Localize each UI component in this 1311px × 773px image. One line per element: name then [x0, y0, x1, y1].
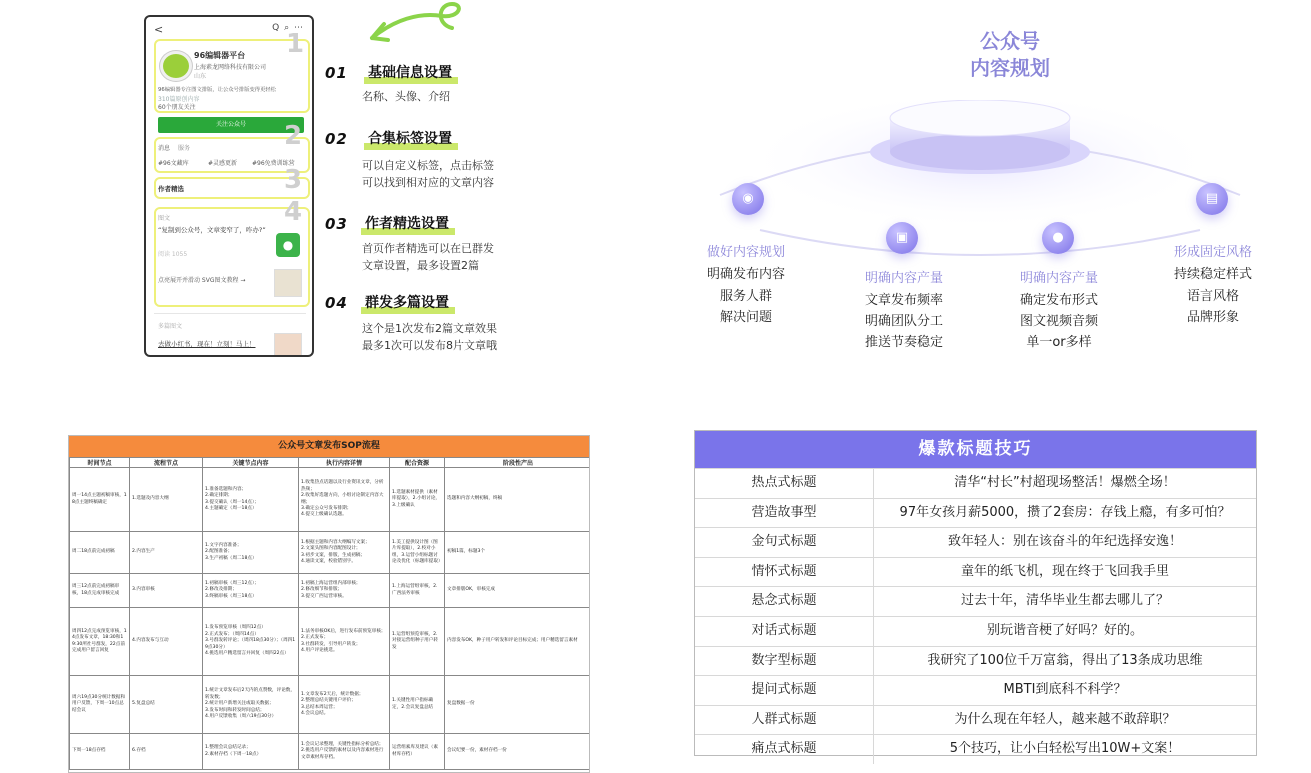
- lightbulb-icon: ◉: [732, 183, 764, 215]
- highlight-number-2: 2: [284, 121, 303, 151]
- technique-name: 数字型标题: [695, 647, 874, 676]
- sop-col-header: 阶段性产出: [445, 458, 591, 468]
- table-cell: 2.内容生产: [130, 532, 203, 574]
- table-cell: 周一14点主题初稿审核，18点主题终稿确定: [70, 468, 130, 532]
- planning-col-2-line-1: 文章发布频率: [864, 293, 943, 308]
- planning-title-line-2: 内容规划: [970, 56, 1050, 80]
- friends-follow: 60个朋友关注: [158, 104, 196, 111]
- tab-messages[interactable]: 消息: [158, 145, 171, 152]
- table-cell: 1.统计文章发布后2天内的点赞数，评论数，转发数； 2.统计用户新增关注或取关数据； 3.发布时间和转发时间总结； 4.用户反馈收集（周六19点30分）: [203, 676, 299, 734]
- title-techniques-card: [694, 430, 1257, 756]
- divider: [154, 313, 306, 314]
- technique-name: 热点式标题: [695, 469, 874, 498]
- highlight-number-3: 3: [284, 165, 303, 195]
- step-2-title: 合集标签设置: [368, 128, 452, 148]
- technique-name: 对话式标题: [695, 617, 874, 646]
- table-cell: 1.准备选题和内容； 2.确定排期； 3.提交确认（周一14点）； 4.主题确定（周一18点）: [203, 468, 299, 532]
- table-cell: 1.关键性用户指标确定，2.会议复盘总结: [390, 676, 445, 734]
- bottom-thumbnail: [274, 333, 302, 357]
- step-4-line-2: 最多1次可以发布8片文章哦: [362, 339, 497, 352]
- title-techniques-rows: [695, 468, 1256, 764]
- table-cell: 1.初稿上海运营组内部审核； 2.修改细节和排版； 3.提交广西运营审核。: [299, 574, 390, 608]
- table-cell: 文章排版OK，审核完成: [445, 574, 591, 608]
- step-4-title: 群发多篇设置: [365, 292, 449, 312]
- document-icon: ▤: [1196, 183, 1228, 215]
- table-cell: 1.发布预览审核（周四12点） 2.正式发布；（周四14点） 3.号群发转评论；（周四18点30分）；（周四19点30分） 4.挑选用户精选留言并回复（周四22点）: [203, 608, 299, 676]
- sop-col-header: 关键节点内容: [203, 458, 299, 468]
- table-row: [695, 586, 1256, 616]
- sop-header-row: [70, 458, 591, 468]
- sop-col-header: 时间节点: [70, 458, 130, 468]
- table-cell: 会议纪要一份，素材存档一份: [445, 734, 591, 770]
- table-cell: 5.复盘总结: [130, 676, 203, 734]
- table-cell: 周二18点前完成初稿: [70, 532, 130, 574]
- technique-example: 别玩谐音梗了好吗？好的。: [986, 622, 1143, 638]
- table-cell: 选题和内容大纲初稿，终稿: [445, 468, 591, 532]
- step-1-number: 01: [325, 64, 348, 82]
- table-cell: 运营组素库及建议（素材库存档）: [390, 734, 445, 770]
- follow-button[interactable]: 关注公众号: [158, 117, 304, 133]
- table-cell: 4.内容发布与互动: [130, 608, 203, 676]
- table-cell: 1.会议记录整理，关键性指标分析总结； 2.挑选用户反馈的素材以及内容素材进行文章素材库存档。: [299, 734, 390, 770]
- table-cell: 下周一18点存档: [70, 734, 130, 770]
- step-2-line-1: 可以自定义标签，点击标签: [362, 159, 494, 172]
- sop-body: [70, 468, 591, 770]
- table-row: [695, 527, 1256, 557]
- users-icon: ●: [1042, 222, 1074, 254]
- table-row: [695, 616, 1256, 646]
- sop-table-card: [68, 435, 590, 773]
- multi-article-label: 多篇图文: [158, 323, 183, 330]
- account-region: 山东: [194, 73, 207, 80]
- planning-platform: [700, 100, 1260, 260]
- planning-col-2-head: 明确内容产量: [864, 271, 943, 286]
- table-cell: 1.选题及内容大纲: [130, 468, 203, 532]
- step-3-line-1: 首页作者精选可以在已群发: [362, 242, 494, 255]
- account-company: 上海素龙网络科技有限公司: [194, 64, 267, 71]
- planning-col-1-line-1: 明确发布内容: [706, 267, 785, 282]
- step-2-number: 02: [325, 130, 348, 148]
- toolbar-icons[interactable]: Q ⌕ ⋯: [272, 23, 304, 33]
- technique-name: 营造故事型: [695, 499, 874, 528]
- planning-col-4-line-1: 持续稳定样式: [1173, 267, 1252, 282]
- technique-example: 过去十年，清华毕业生都去哪儿了？: [960, 593, 1169, 609]
- technique-example: 清华“村长”村超现场整活！爆燃全场！: [954, 475, 1176, 490]
- table-cell: 1.文字内容准备； 2.配图准备； 3.生产初稿（周二18点）: [203, 532, 299, 574]
- green-arrow-icon: [364, 0, 474, 46]
- table-row: [70, 468, 591, 532]
- sop-col-header: 配合资源: [390, 458, 445, 468]
- step-4-line-1: 这个是1次发布2篇文章效果: [362, 322, 497, 335]
- planning-col-3-line-2: 图文视频音频: [1019, 314, 1098, 329]
- step-3-line-2: 文章设置，最多设置2篇: [362, 259, 479, 272]
- post-2[interactable]: 点亮展开并滑动 SVG图文教程 →: [158, 277, 246, 284]
- table-cell: 1.运营组预览审核，2.对接运营组种子用户转发: [390, 608, 445, 676]
- technique-example: 致年轻人：别在该奋斗的年纪选择安逸！: [947, 534, 1182, 550]
- table-row: [70, 608, 591, 676]
- wechat-icon: ●: [276, 233, 300, 257]
- feed-label: 图文: [158, 215, 171, 222]
- planning-col-3-line-1: 确定发布形式: [1019, 293, 1098, 308]
- table-cell: 周六19点30分统计数据和用户反馈，下周一10点总结会议: [70, 676, 130, 734]
- table-row: [70, 676, 591, 734]
- highlight-number-4: 4: [284, 197, 303, 227]
- planning-col-2-line-3: 推送节奏稳定: [864, 335, 943, 350]
- table-row: [695, 675, 1256, 705]
- step-1-title: 基础信息设置: [368, 62, 452, 82]
- table-row: [695, 557, 1256, 587]
- technique-name: 提问式标题: [695, 676, 874, 705]
- step-3-title: 作者精选设置: [365, 213, 449, 233]
- step-3-number: 03: [325, 215, 348, 233]
- technique-example: 5个技巧，让小白轻松写出10W+文案！: [949, 741, 1181, 757]
- table-cell: 1.上海运营组审核，2.广西法务审核: [390, 574, 445, 608]
- table-cell: 1.文章发布2天后，统计数据； 2.整理总结关键用户评价； 3.总结本周运营； 4.会议总结。: [299, 676, 390, 734]
- table-cell: 复盘数据一份: [445, 676, 591, 734]
- planning-col-1-head: 做好内容规划: [706, 245, 785, 260]
- technique-name: 金句式标题: [695, 528, 874, 557]
- sop-table: [69, 457, 590, 770]
- technique-name: 人群式标题: [695, 706, 874, 735]
- tab-service[interactable]: 服务: [178, 145, 191, 152]
- clipboard-icon: ▣: [886, 222, 918, 254]
- planning-col-4-head: 形成固定风格: [1173, 245, 1252, 260]
- technique-name: 痛点式标题: [695, 735, 874, 764]
- account-avatar: [160, 51, 192, 81]
- tag-1[interactable]: #96文藏库: [158, 160, 189, 167]
- table-cell: 1.法务审核OK后，进行发布前预览审核； 2.正式发布； 3.社群转发，引导用户转发； 4.用户评论挑选。: [299, 608, 390, 676]
- planning-col-4-line-3: 品牌形象: [1186, 310, 1239, 325]
- planning-col-4-line-2: 语言风格: [1186, 289, 1239, 304]
- table-cell: 1.收集热点话题以及行业资讯文章，分析热频； 2.收集好选题方向，小组讨论制定内容大纲； 3.确定公众号发布排期； 4.提交上级确认选题。: [299, 468, 390, 532]
- table-cell: 1.初稿审核（周三12点）； 2.修改及排期； 3.终稿审核（周三18点）: [203, 574, 299, 608]
- table-row: [695, 468, 1256, 498]
- table-row: [695, 498, 1256, 528]
- table-cell: 初稿1篇，标题3个: [445, 532, 591, 574]
- technique-example: 童年的纸飞机，现在终于飞回我手里: [960, 563, 1169, 579]
- sop-col-header: 流程节点: [130, 458, 203, 468]
- sop-col-header: 执行内容详情: [299, 458, 390, 468]
- tag-3[interactable]: #96免费训练营: [252, 160, 295, 167]
- title-techniques-heading: 爆款标题技巧: [695, 431, 1256, 468]
- bottom-post[interactable]: 去做小红书，现在！立刻！马上！: [158, 340, 256, 348]
- table-row: [70, 574, 591, 608]
- step-1-line-1: 名称、头像、介绍: [362, 90, 450, 103]
- post-title[interactable]: “复制到公众号，文章变窄了，咋办?”: [158, 226, 266, 234]
- back-icon[interactable]: <: [154, 23, 164, 36]
- table-row: [70, 734, 591, 770]
- table-cell: 1.选题素材提供（素材库提取），2.小组讨论，3.上级确认: [390, 468, 445, 532]
- table-row: [695, 734, 1256, 764]
- table-cell: 1.美工提供设计图（图片库提取），2.校对小组，3.运营小组标题讨论及优化（标题库提取）: [390, 532, 445, 574]
- table-cell: 内容发布OK，种子用户转发和评论目标完成；用户精选留言素材: [445, 608, 591, 676]
- planning-col-1-line-3: 解决问题: [719, 310, 772, 325]
- tag-2[interactable]: #灵感更新: [208, 160, 238, 167]
- technique-name: 情怀式标题: [695, 558, 874, 587]
- post-thumbnail: [274, 269, 302, 297]
- planning-col-1-line-2: 服务人群: [719, 289, 772, 304]
- table-cell: 3.内容审核: [130, 574, 203, 608]
- technique-name: 悬念式标题: [695, 587, 874, 616]
- table-cell: 周三12点前完成初稿审核，18点完成审核完成: [70, 574, 130, 608]
- planning-title: [910, 28, 1110, 82]
- step-4-number: 04: [325, 294, 348, 312]
- table-cell: 6.存档: [130, 734, 203, 770]
- sop-title: 公众号文章发布SOP流程: [69, 436, 589, 457]
- planning-col-3-line-3: 单一or多样: [1026, 335, 1092, 350]
- post-meta: 阅读 1055: [158, 251, 188, 258]
- planning-col-3-head: 明确内容产量: [1019, 271, 1098, 286]
- technique-example: 97年女孩月薪5000，攒了2套房：存钱上瘾，有多可怕？: [899, 504, 1231, 520]
- technique-example: MBTI到底科不科学？: [1003, 682, 1127, 698]
- account-intro: 96编辑器专注图文排版，让公众号排版变得更轻松: [158, 87, 276, 93]
- technique-example: 为什么现在年轻人，越来越不敢辞职？: [954, 711, 1176, 727]
- table-row: [695, 646, 1256, 676]
- highlight-number-1: 1: [286, 29, 305, 59]
- author-picks-label[interactable]: 作者精选: [158, 185, 184, 193]
- account-name: 96编辑器平台: [194, 51, 246, 60]
- planning-title-line-1: 公众号: [980, 29, 1040, 53]
- technique-example: 我研究了100位千万富翁，得出了13条成功思维: [927, 652, 1203, 668]
- table-row: [70, 532, 591, 574]
- articles-count: 310篇原创内容: [158, 96, 200, 103]
- table-cell: 1.整理会议总结记录； 2.素材存档（下周一18点）: [203, 734, 299, 770]
- phone-mockup: [144, 15, 314, 357]
- step-2-line-2: 可以找到相对应的文章内容: [362, 176, 494, 189]
- table-cell: 周四12点完成预览审核，14点发布文章，18:30和19:30所社号群发，22点前完成用户留言回复: [70, 608, 130, 676]
- table-cell: 1.根据主题和内容大纲编写文案； 2.文案头图和内容配图设计； 3.初步文案，排版，生成初稿； 4.通读文案，校验错别字。: [299, 532, 390, 574]
- table-row: [695, 705, 1256, 735]
- planning-col-2-line-2: 明确团队分工: [864, 314, 943, 329]
